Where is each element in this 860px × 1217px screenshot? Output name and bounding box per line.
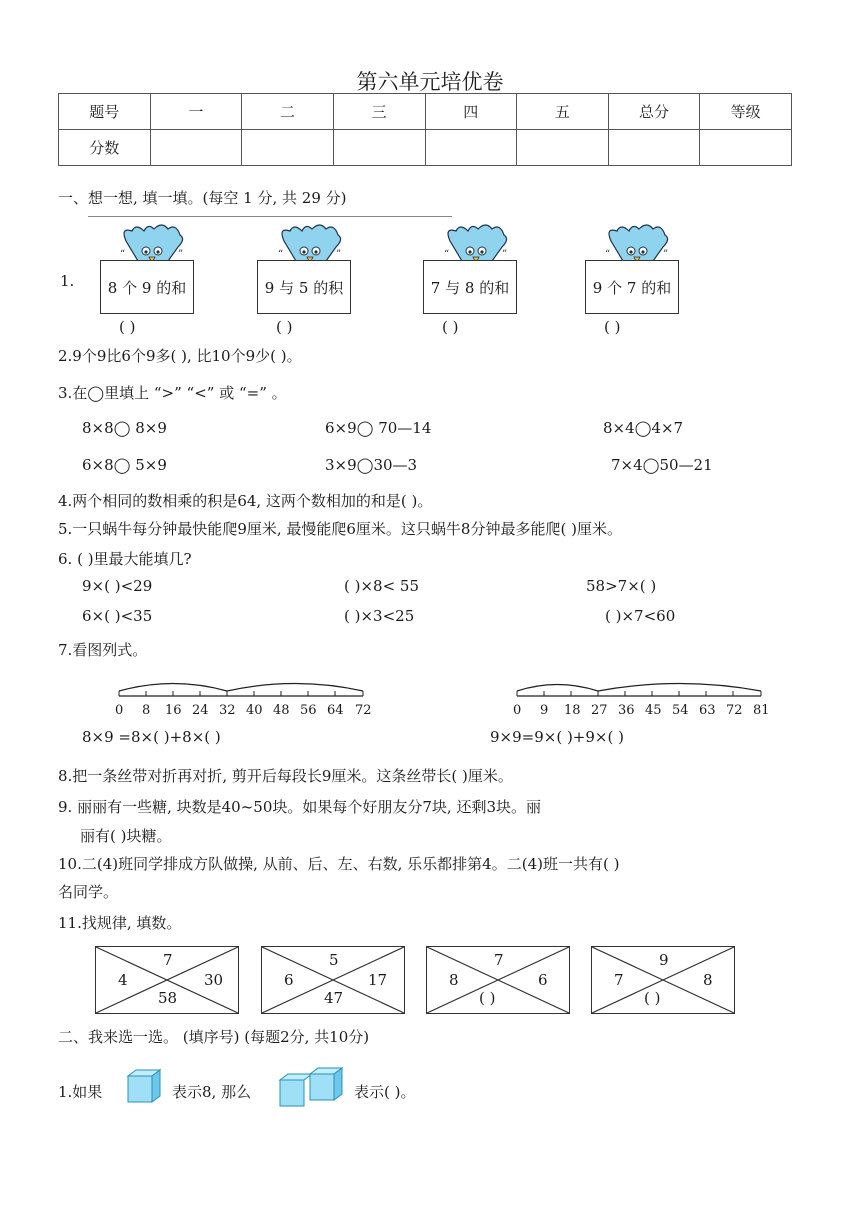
fill-item[interactable]: 6×( )<35: [82, 607, 153, 625]
compare-item[interactable]: 6×8◯ 5×9: [82, 456, 167, 474]
pattern-left: 4: [118, 971, 128, 989]
number-line-2: [508, 676, 778, 700]
question-10-line2: 名同学。: [58, 883, 119, 901]
tick-label: 8: [142, 703, 151, 718]
equation-1[interactable]: 8×9 =8×( )+8×( ): [82, 728, 221, 746]
score-cell[interactable]: [242, 130, 334, 166]
pattern-left: 6: [284, 971, 294, 989]
pattern-left: 7: [614, 971, 624, 989]
pattern-box: [95, 946, 239, 1014]
two-cubes-icon: [276, 1066, 348, 1110]
tick-label: 81: [753, 703, 770, 718]
compare-item[interactable]: 7×4◯50—21: [611, 456, 713, 474]
pattern-bottom-blank[interactable]: ( ): [644, 989, 661, 1007]
tick-label: 0: [115, 703, 124, 718]
pattern-top: 5: [329, 951, 339, 969]
svg-text:“: “: [444, 249, 450, 260]
score-header-cell: 题号: [59, 94, 151, 130]
fill-item[interactable]: ( )×7<60: [605, 607, 676, 625]
section2-heading: 二、我来选一选。 (填序号) (每题2分, 共10分): [58, 1028, 370, 1046]
s2-q1-mid: 表示8, 那么: [172, 1083, 252, 1101]
fill-item[interactable]: ( )×3<25: [344, 607, 415, 625]
score-cell[interactable]: [608, 130, 700, 166]
tick-label: 0: [513, 703, 522, 718]
score-cell[interactable]: [333, 130, 425, 166]
question-9-line2: 丽有( )块糖。: [80, 827, 172, 845]
tick-label: 56: [300, 703, 317, 718]
sign-text: 7 与 8 的和: [430, 278, 510, 297]
svg-text:“: “: [605, 249, 611, 260]
svg-text:”: ”: [502, 249, 508, 260]
score-table-score-row: [59, 130, 792, 166]
pattern-right: 8: [703, 971, 713, 989]
number-line-1: [110, 676, 380, 700]
tick-label: 72: [355, 703, 372, 718]
tick-label: 45: [645, 703, 662, 718]
sign-board: [423, 260, 517, 314]
tick-label: 32: [219, 703, 236, 718]
question-10-line1: 10.二(4)班同学排成方队做操, 从前、后、左、右数, 乐乐都排第4。二(4)班一共有( ): [58, 855, 620, 873]
sign-text: 9 与 5 的积: [264, 278, 344, 297]
pattern-right: 17: [368, 971, 388, 989]
tick-label: 9: [540, 703, 549, 718]
q1-number: 1.: [60, 272, 75, 290]
s2-q1-suffix: 表示( )。: [354, 1083, 416, 1101]
score-header-cell: 总分: [608, 94, 700, 130]
score-header-cell: 三: [333, 94, 425, 130]
score-cell[interactable]: [517, 130, 609, 166]
tick-label: 18: [564, 703, 581, 718]
question-7-stem: 7.看图列式。: [58, 641, 148, 659]
answer-blank[interactable]: ( ): [276, 318, 293, 336]
question-11-stem: 11.找规律, 填数。: [58, 914, 182, 932]
cube-icon: [124, 1066, 162, 1106]
score-header-cell: 五: [517, 94, 609, 130]
page-title: 第六单元培优卷: [356, 70, 504, 94]
sign-text: 9 个 7 的和: [592, 278, 672, 297]
score-header-cell: 一: [150, 94, 242, 130]
answer-blank[interactable]: ( ): [442, 318, 459, 336]
pattern-bottom: 47: [324, 989, 344, 1007]
answer-blank[interactable]: ( ): [604, 318, 621, 336]
tick-label: 54: [672, 703, 689, 718]
question-4: 4.两个相同的数相乘的积是64, 这两个数相加的和是( )。: [58, 492, 433, 510]
score-header-cell: 等级: [700, 94, 792, 130]
equation-2[interactable]: 9×9=9×( )+9×( ): [490, 728, 624, 746]
pattern-box: [261, 946, 405, 1014]
fill-item[interactable]: ( )×8< 55: [344, 577, 420, 595]
score-cell[interactable]: [425, 130, 517, 166]
svg-text:“: “: [278, 249, 284, 260]
tick-label: 40: [246, 703, 263, 718]
tick-label: 36: [618, 703, 635, 718]
pattern-top: 7: [163, 951, 173, 969]
compare-item[interactable]: 3×9◯30—3: [325, 456, 418, 474]
tick-label: 24: [192, 703, 209, 718]
svg-text:”: ”: [336, 249, 342, 260]
tick-label: 63: [699, 703, 716, 718]
score-header-cell: 四: [425, 94, 517, 130]
pattern-top: 7: [494, 951, 504, 969]
sign-text: 8 个 9 的和: [107, 278, 187, 297]
pattern-left: 8: [449, 971, 459, 989]
score-table-header-row: [59, 94, 792, 130]
sign-board: [257, 260, 351, 314]
tick-label: 64: [327, 703, 344, 718]
pattern-top: 9: [659, 951, 669, 969]
sign-board: [585, 260, 679, 314]
question-5: 5.一只蜗牛每分钟最快能爬9厘米, 最慢能爬6厘米。这只蜗牛8分钟最多能爬( )厘米。: [58, 520, 622, 538]
score-row-label: 分数: [59, 130, 151, 166]
tick-label: 16: [165, 703, 182, 718]
compare-item[interactable]: 8×8◯ 8×9: [82, 419, 167, 437]
tick-label: 72: [726, 703, 743, 718]
fill-item[interactable]: 58>7×( ): [586, 577, 657, 595]
pattern-box: [426, 946, 570, 1014]
pattern-box: [591, 946, 735, 1014]
score-cell[interactable]: [700, 130, 792, 166]
question-6-stem: 6. ( )里最大能填几?: [58, 550, 192, 568]
fill-item[interactable]: 9×( )<29: [82, 577, 153, 595]
compare-item[interactable]: 8×4◯4×7: [603, 419, 684, 437]
s2-q1-prefix: 1.如果: [58, 1083, 103, 1101]
score-header-cell: 二: [242, 94, 334, 130]
svg-text:“: “: [120, 249, 126, 260]
score-table: [58, 93, 792, 166]
pattern-right: 30: [204, 971, 224, 989]
answer-blank[interactable]: ( ): [119, 318, 136, 336]
sign-board: [100, 260, 194, 314]
svg-text:”: ”: [178, 249, 184, 260]
score-cell[interactable]: [150, 130, 242, 166]
question-2: 2.9个9比6个9多( ), 比10个9少( )。: [58, 347, 302, 365]
section1-heading: 一、想一想, 填一填。(每空 1 分, 共 29 分): [58, 189, 347, 207]
pattern-right: 6: [538, 971, 548, 989]
question-3-stem: 3.在◯里填上 “>” “<” 或 “=” 。: [58, 384, 287, 402]
question-8: 8.把一条丝带对折再对折, 剪开后每段长9厘米。这条丝带长( )厘米。: [58, 767, 513, 785]
heading-underline: [88, 216, 452, 217]
pattern-bottom: 58: [158, 989, 178, 1007]
question-9-line1: 9. 丽丽有一些糖, 块数是40~50块。如果每个好朋友分7块, 还剩3块。丽: [58, 798, 541, 816]
tick-label: 48: [273, 703, 290, 718]
tick-label: 27: [591, 703, 608, 718]
compare-item[interactable]: 6×9◯ 70—14: [325, 419, 432, 437]
pattern-bottom-blank[interactable]: ( ): [479, 989, 496, 1007]
svg-text:”: ”: [663, 249, 669, 260]
